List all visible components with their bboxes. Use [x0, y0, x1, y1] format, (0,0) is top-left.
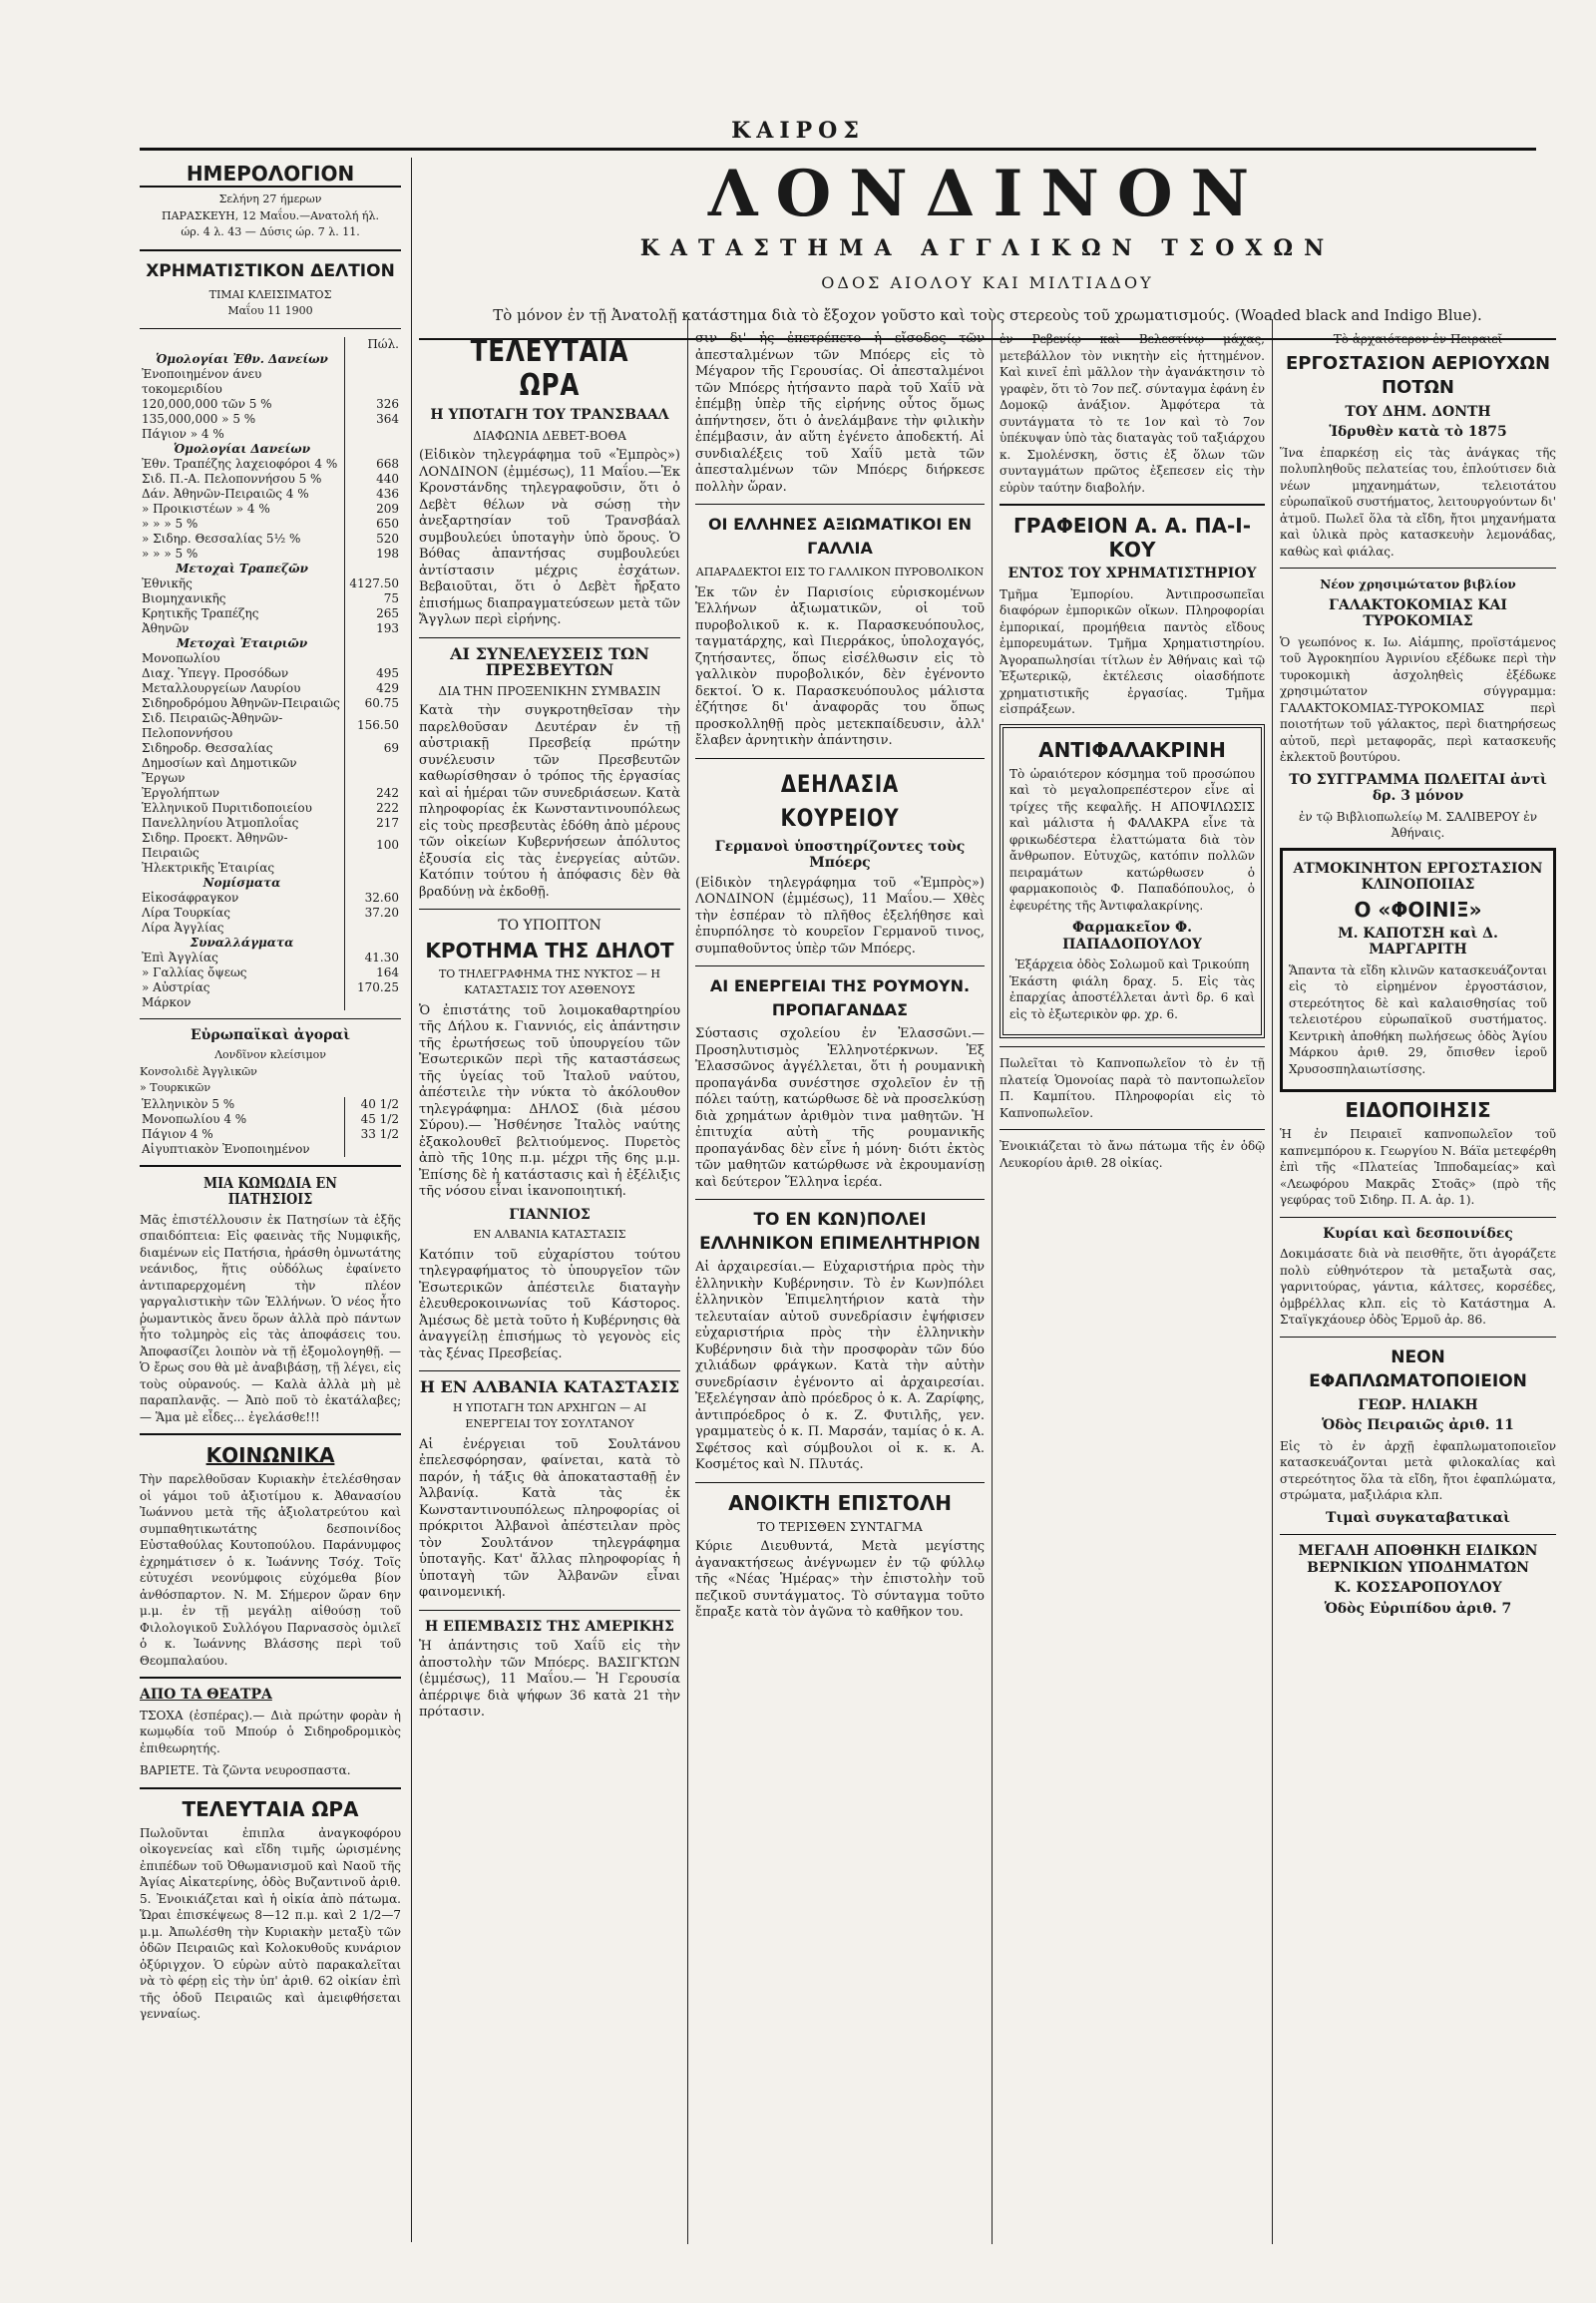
- table-row: [140, 906, 401, 921]
- table-row: [140, 367, 401, 397]
- table-row: [140, 412, 401, 427]
- divider: [140, 1787, 401, 1789]
- phoenix-ad: [1280, 848, 1556, 1093]
- table-cell-value: 429: [345, 681, 402, 696]
- table-header: Πώλ.: [345, 337, 402, 352]
- divider: [140, 1018, 401, 1019]
- table-row: [140, 606, 401, 621]
- greeks-body: Ἐκ τῶν ἐν Παρισίοις εὑρισκομένων Ἑλλήνων ἀξιωματικῶν, οἱ τοῦ πυροβολικοῦ κ. κ. Παρασκευόπουλος, ταγματάρχης, καὶ Πιερράκος, ὑπολοχαγός, ζητήσαντες, ὅπως εἰσέλθωσιν εἰς τὸ γαλλικὸν πυροβολικόν, δὲν ἐγένοντο δεκτοί. Ὁ κ. Παρασκευόπουλος μάλιστα ἐζήτησε δι' ἀναφορᾶς του ὅπως προσκολληθῇ πρὸς μετεκπαίδευσιν, ἀλλ' ἔλαβεν ἀρνητικὴν ἀπάντησιν.: [695, 584, 985, 748]
- table-cell-value: 75: [345, 591, 402, 606]
- kastor-sub: ΕΝ ΑΛΒΑΝΙΑ ΚΑΤΑΣΤΑΣΙΣ: [473, 1228, 626, 1241]
- table-row: [140, 397, 401, 412]
- table-cell-name: Ἐπὶ Ἀγγλίας: [142, 950, 218, 964]
- divider: [1280, 568, 1556, 569]
- table-cell-value: [345, 756, 402, 786]
- table-cell-name: Δάν. Ἀθηνῶν-Πειραιῶς 4 %: [142, 486, 309, 501]
- divider: [695, 965, 985, 966]
- table-cell-name: » Προικιστέων » 4 %: [142, 501, 270, 516]
- almanac-line: Σελήνη 27 ήμερων: [218, 192, 322, 205]
- divider: [419, 1610, 680, 1611]
- barber-sub: Γερμανοὶ ὑποστηρίζοντες τοὺς Μπόερς: [714, 838, 966, 871]
- phoenix-owners: Μ. ΚΑΠΟΤΣΗ καὶ Δ. ΜΑΡΓΑΡΙΤΗ: [1338, 925, 1498, 958]
- table-cell-value: 40 1/2: [345, 1097, 402, 1112]
- table-row: [140, 786, 401, 801]
- albania-body: Αἱ ἐνέργειαι τοῦ Σουλτάνου ἐπελεσφόρησαν, φαίνεται, κατὰ τὸ παρόν, ἡ τάξις θὰ ἀποκατασταθῇ ἐν Ἀλβανίᾳ. Κατὰ τὰς ἐκ Κωνσταντινουπόλεως πληροφορίας οἱ πρόκριτοι Ἀλβανοὶ ἀπέστειλαν πρὸς τὸν Σουλτάνον τηλεγράφημα ὑποταγῆς. Κατ' ἄλλας πληροφορίας ἡ ὑποταγὴ τῶν Ἀλβανῶν εἶναι φαινομενική.: [419, 1436, 680, 1600]
- table-header: [140, 337, 345, 352]
- euro-sub: Λονδῖνον κλείσιμον: [214, 1048, 326, 1061]
- table-cell-value: [345, 352, 402, 367]
- table-row: [140, 591, 401, 606]
- table-row: [140, 502, 401, 517]
- depot-owner: Κ. ΚΟΣΣΑΡΟΠΟΥΛΟΥ: [1334, 1580, 1502, 1596]
- greeks-title: ΟΙ ΕΛΛΗΝΕΣ ΑΞΙΩΜΑΤΙΚΟΙ ΕΝ ΓΑΛΛΙΑ: [707, 515, 973, 558]
- table-cell-name: Σιδηρ. Προεκτ. Ἀθηνῶν-Πειραιῶς: [142, 830, 288, 860]
- table-row: [140, 741, 401, 756]
- divider: [1280, 1534, 1556, 1535]
- euro-table: [140, 1097, 401, 1157]
- social-body: Τὴν παρελθοῦσαν Κυριακὴν ἐτελέσθησαν οἱ γάμοι τοῦ ἀξιοτίμου κ. Ἀθανασίου Ἰωάννου μετὰ τῆς ἀξιολατρεύτου καὶ συμπαθητικωτάτης δεσποινίδος Εὐσταθούλας Κουτοπούλου. Παράνυμφος ἐχρημάτισεν ὁ κ. Ἰωάννης Τσόχ. Τοῖς εὐτυχέσι νεονύμφοις εὐχόμεθα βίον ἀνθόσπαρτον. Ν. Μ. Σήμερον ὥραν 6ην μ.μ. ἐν τῇ μεγάλῃ αἰθούσῃ τοῦ Φιλολογικοῦ Συλλόγου Παρνασσὸς ὁμιλεῖ ὁ κ. Ἰωάννης Βλάσσης περὶ τοῦ Θεομπαλαύου.: [140, 1472, 401, 1668]
- transvaal-sub: ΔΙΑΦΩΝΙΑ ΔΕΒΕΤ-ΒΟΘΑ: [473, 428, 626, 443]
- table-cell-value: 520: [345, 532, 402, 547]
- london-title: ΛΟΝΔΙΝΟΝ: [707, 157, 1268, 231]
- table-cell-name: Δημοσίων καὶ Δημοτικῶν Ἔργων: [142, 755, 297, 785]
- baldness-ad: [999, 724, 1265, 1039]
- rent-ad: Ἐνοικιάζεται τὸ ἄνω πάτωμα τῆς ἐν ὁδῷ Λευκορίου ἀριθ. 28 οἰκίας.: [999, 1139, 1265, 1170]
- london-tagline: Τὸ μόνον ἐν τῇ Ἀνατολῇ κατάστημα διὰ τὸ ἔξοχον γοῦστο καὶ τοὺς στερεοὺς τοῦ χρωματισμούς. (Woaded black and Indigo Blue).: [493, 306, 1482, 324]
- dilot-title: ΚΡΟΤΗΜΑ ΤΗΣ ΔΗΛΟΤ: [425, 938, 674, 962]
- theatre-title: ΑΠΟ ΤΑ ΘΕΑΤΡΑ: [140, 1687, 272, 1703]
- table-cell-name: Νομίσματα: [202, 875, 281, 890]
- divider: [999, 504, 1265, 506]
- table-cell-value: 436: [345, 487, 402, 502]
- table-row: [140, 921, 401, 936]
- rum-title: ΑΙ ΕΝΕΡΓΕΙΑΙ ΤΗΣ ΡΟΥΜΟΥΝ. ΠΡΟΠΑΓΑΝΔΑΣ: [709, 976, 971, 1019]
- rum-body: Σύστασις σχολείου ἐν Ἐλασσῶνι.— Προσηλυτισμὸς Ἑλληνοτέρκνων. Ἐξ Ἐλασσῶνος ἀγγέλλεται, ὅτι ἡ ρουμανικὴ προπαγάνδα συνέστησε σχολεῖον ἐν τῇ πόλει ταύτῃ, κατώρθωσε δὲ νὰ προσελκύσῃ διὰ χρημάτων ἀριθμὸν τινα μαθητῶν. Ἡ ἐπιτυχία αὐτὴ τῆς ρουμανικῆς προπαγάνδας δὲν εἶνε ἡ μόνη· διότι ἐκτὸς τῶν μαθητῶν κατώρθωσε νὰ ἐκρουμανίσῃ καὶ δεύτερον Ἕλληνα ἱερέα.: [695, 1026, 985, 1190]
- divider: [695, 504, 985, 505]
- phoenix-name: Ο «ΦΟΙΝΙΞ»: [1354, 897, 1482, 922]
- table-cell-name: Κρητικῆς Τραπέζης: [142, 605, 259, 620]
- table-cell-name: Μεταλλουργείων Λαυρίου: [142, 680, 301, 695]
- table-cell-value: 4127.50: [345, 576, 402, 591]
- notice-body: Ἡ ἐν Πειραιεῖ καπνοπωλεῖον τοῦ καπνεμπόρου κ. Γεωργίου Ν. Βάϊα μετεφέρθη ἐπὶ τῆς «Πλατείας Ἱπποδαμείας» καὶ «Λεωφόρου Μακρᾶς Στοᾶς» (πρὸ τῆς γεφύρας τοῦ Σιδηρ. Π. Α. ἀρ. 1).: [1280, 1127, 1556, 1207]
- dilot-sign: ΓΙΑΝΝΙΟΣ: [509, 1206, 591, 1223]
- almanac-line: ΠΑΡΑΣΚΕΥΗ, 12 Μαΐου.—Ανατολή ήλ.: [162, 208, 379, 222]
- table-cell-name: Λίρα Τουρκίας: [142, 905, 230, 920]
- table-cell-value: 495: [345, 666, 402, 681]
- book-body: Ὁ γεωπόνος κ. Ιω. Αἰάμπης, προϊστάμενος τοῦ Ἀγροκηπίου Ἀγρινίου εξέδωκε περὶ τὴν τυροκομικὴ ἀσχοληθεὶς ἐξέδωκε χρησιμώτατον σύγγραμμα: ΓΑΛΑΚΤΟΚΟΜΙΑΣ-ΤΥΡΟΚΟΜΙΑΣ περὶ ποιοτήτων τοῦ γάλακτος, περὶ διατηρήσεως αὐτοῦ, περὶ μεταφορᾶς, περὶ κατασκευῆς ἐκλεκτοῦ βουτύρου.: [1280, 634, 1556, 764]
- table-cell-value: [345, 876, 402, 891]
- euro-table-body: [140, 1097, 401, 1157]
- table-row: [140, 696, 401, 711]
- lasthour-title: ΤΕΛΕΥΤΑΙΑ ΩΡΑ: [470, 334, 629, 403]
- london-subtitle: ΚΑΤΑΣΤΗΜΑ ΑΓΓΛΙΚΩΝ ΤΣΟΧΩΝ: [639, 235, 1336, 261]
- table-cell-value: 45 1/2: [345, 1112, 402, 1127]
- lasthour-small-body: Πωλοῦνται ἐπιπλα ἀναγκοφόρου οἰκογενείας καὶ εἴδη τιμῆς ὡρισμένης ἐπιπέδων τοῦ Ὀθωμανισμοῦ καὶ Ναοῦ τῆς Ἀγίας Αἰκατερίνης, ὁδὸς Βυζαντινοῦ ἀριθ. 5. Ἐνοικιάζεται καὶ ἡ οἰκία ἀπὸ πάτωμα. Ὥραι ἐπισκέψεως 8—12 π.μ. καὶ 2 1/2—7 μ.μ. Ἀπωλέσθη τὴν Κυριακὴν μεταξὺ τῶν ὁδῶν Πειραιῶς καὶ Κολοκυθοῦς κυνάριον ὀξύριγχον. Ὁ εὑρὼν αὐτὸ παρακαλεῖται νὰ τὸ φέρῃ εἰς τὴν ὑπ' ἀριθ. 62 οἰκίαν ἐπὶ τῆς ὁδοῦ Πειραιῶς καὶ ἀμειφθήσεται γενναίως.: [140, 1825, 401, 2021]
- book-title: ΓΑΛΑΚΤΟΚΟΜΙΑΣ ΚΑΙ ΤΥΡΟΚΟΜΙΑΣ: [1329, 596, 1507, 629]
- factory-owner: ΤΟΥ ΔΗΜ. ΔΟΝΤΗ: [1345, 403, 1491, 420]
- table-cell-name: 120,000,000 τῶν 5 %: [142, 396, 272, 411]
- conf-body: Κατὰ τὴν συγκροτηθεῖσαν τὴν παρελθοῦσαν Δευτέραν ἐν τῇ αὐστριακῇ Πρεσβείᾳ πρώτην συνέλευσιν τῶν Πρεσβευτῶν καθωρίσθησαν ὁ τρόπος τῆς ἐργασίας καὶ αἱ ἡμέραι τῶν συνεδριάσεων. Κατὰ πληροφορίας ἐκ Κωνσταντινουπόλεως εἰς τοὺς πρεσβευτὰς ἐδόθη ἀπὸ μέρους τῶν οἰκείων Κυβερνήσεων ἀπόλυτος ἐξουσία εἰς τὰς ἐνεργείας αὐτῶν. Κατόπιν τούτου ἡ ἀπόφασις δὲν θὰ βραδύνῃ νὰ ἐκδοθῇ.: [419, 703, 680, 900]
- table-cell-value: 650: [345, 517, 402, 532]
- printing-title: ΝΕΟΝ ΕΦΑΠΛΩΜΑΤΟΠΟΙΕΙΟΝ: [1309, 1346, 1527, 1391]
- table-cell-name: Πανελληνίου Ἀτμοπλοΐας: [142, 815, 299, 830]
- column-ads-1: [999, 331, 1265, 2246]
- divider: [1280, 1337, 1556, 1338]
- table-cell-value: [345, 636, 402, 651]
- table-row: [140, 1097, 401, 1112]
- table-row: [140, 995, 401, 1010]
- pharmacy-price: Ἑκάστη φιάλη δραχ. 5. Εἰς τὰς ἐπαρχίας ἀποστέλλεται ἀντὶ δρ. 6 καὶ εἰς τὸ ἐξωτερικὸν φρ. χρ. 6.: [1009, 973, 1255, 1021]
- table-cell-name: Βιομηχανικῆς: [142, 590, 226, 605]
- table-cell-name: Συναλλάγματα: [190, 935, 294, 950]
- chamber-title: ΤΟ ΕΝ ΚΩΝ)ΠΟΛΕΙ ΕΛΛΗΝΙΚΟΝ ΕΠΙΜΕΛΗΤΗΡΙΟΝ: [699, 1210, 981, 1254]
- divider: [999, 1129, 1265, 1130]
- table-cell-value: [345, 427, 402, 442]
- pharmacy-name: Φαρμακεῖον Φ. ΠΑΠΑΔΟΠΟΥΛΟΥ: [1062, 920, 1202, 953]
- table-cell-value: 33 1/2: [345, 1127, 402, 1142]
- table-row: [140, 891, 401, 906]
- table-cell-name: Διαχ. Ὑπεγγ. Προσόδων: [142, 665, 289, 680]
- table-cell-name: » Σιδηρ. Θεσσαλίας 5½ %: [142, 531, 301, 546]
- table-cell-name: Πάγιον » 4 %: [142, 426, 224, 441]
- table-cell-name: Σιδ. Πειραιῶς-Ἀθηνῶν-Πελοποννήσου: [142, 710, 283, 740]
- printing-body: Εἰς τὸ ἐν ἀρχῇ ἐφαπλωματοποιεῖον κατασκευάζονται μετὰ φιλοκαλίας καὶ στερεότητος ὅλα τὰ εἴδη, ἤτοι ἐφαπλώματα, στρώματα, μαξιλάρια κλπ.: [1280, 1438, 1556, 1502]
- conf-title: ΑΙ ΣΥΝΕΛΕΥΣΕΙΣ ΤΩΝ ΠΡΕΣΒΕΥΤΩΝ: [450, 643, 649, 679]
- table-cell-value: 217: [345, 816, 402, 831]
- divider: [140, 249, 401, 251]
- divider: [419, 909, 680, 910]
- london-address: ΟΔΟΣ ΑΙΟΛΟΥ ΚΑΙ ΜΙΛΤΙΑΔΟΥ: [821, 273, 1154, 292]
- column-finance: [140, 158, 401, 2247]
- table-cell-value: 364: [345, 412, 402, 427]
- table-cell-name: Ἐνοποιημένον άνευ τοκομεριδίου: [142, 366, 262, 396]
- factory-pre: Τὸ ἀρχαιότερον ἐν Πειραιεῖ: [1333, 332, 1503, 346]
- greeks-sub: ΑΠΑΡΑΔΕΚΤΟΙ ΕΙΣ ΤΟ ΓΑΛΛΙΚΟΝ ΠΥΡΟΒΟΛΙΚΟΝ: [695, 566, 985, 578]
- table-row: [140, 1142, 401, 1157]
- divider: [1280, 1217, 1556, 1218]
- column-rule: [411, 158, 412, 2242]
- table-row: [140, 1112, 401, 1127]
- table-cell-name: Ἑλληνικοῦ Πυριτιδοποιείου: [142, 800, 312, 815]
- book-shop: ἐν τῷ Βιβλιοπωλείῳ Μ. ΣΑΛΙΒΕΡΟΥ ἐν Ἀθήναις.: [1298, 809, 1537, 840]
- table-row: [140, 427, 401, 442]
- table-cell-value: 668: [345, 457, 402, 472]
- albania-title: Η ΕΝ ΑΛΒΑΝΙΑ ΚΑΤΑΣΤΑΣΙΣ: [419, 1377, 680, 1396]
- america-body: Ἡ ἀπάντησις τοῦ Χαΐῦ εἰς τὴν ἀποστολὴν τῶν Μπόερς. ΒΑΣΙΓΚΤΩΝ (ἐμμέσως), 11 Μαΐου.— Ἡ Γερουσία ἀπέρριψε διὰ ψήφων 36 κατὰ 21 τὴν πρότασιν.: [419, 1639, 680, 1720]
- factory-year: Ἱδρυθὲν κατὰ τὸ 1875: [1329, 424, 1507, 440]
- table-cell-name: Ἐργολήπτων: [142, 785, 220, 800]
- table-cell-name: Πάγιον 4 %: [142, 1126, 213, 1141]
- table-cell-name: 135,000,000 » 5 %: [142, 411, 256, 426]
- almanac-title: ΗΜΕΡΟΛΟΓΙΟΝ: [140, 162, 401, 188]
- albania-sub: Η ΥΠΟΤΑΓΗ ΤΩΝ ΑΡΧΗΓΩΝ — ΑΙ ΕΝΕΡΓΕΙΑΙ ΤΟΥ ΣΟΥΛΤΑΝΟΥ: [453, 1400, 646, 1430]
- kastor-body: Κατόπιν τοῦ εὐχαρίστου τούτου τηλεγραφήματος τὸ ὑπουργεῖον τῶν Ἐσωτερικῶν ἀπέστειλε διαταγὴν ἐλευθεροκοινωνίας τοῦ Κάστορος. Ἀμέσως δὲ μετὰ τοῦτο ἡ Κυβέρνησις θὰ ἀναγγείλῃ ἐπισήμως τὸ γεγονὸς εἰς τὰς ξένας Πρεσβείας.: [419, 1247, 680, 1361]
- table-row: [140, 861, 401, 876]
- table-row: [140, 532, 401, 547]
- euro-sub: » Τουρκικῶν: [140, 1081, 211, 1094]
- bureau-body: Τμῆμα Ἐμπορίου. Ἀντιπροσωπεῖαι διαφόρων ἐμπορικῶν οἴκων. Πληροφορίαι ἐμπορικαί, προμήθεια παντὸς εἴδους ἐμπορευμάτων. Τμῆμα Χρηματιστηρίου. Ἀγοραπωλησίαι τίτλων ἐν Ἀθήναις καὶ τῷ Ἐξωτερικῷ, ἐκτέλεσις οἰασδήποτε χρηματιστικῆς ἐργασίας. Τμῆμα εἰσπράξεων.: [999, 586, 1265, 716]
- london-ad: [419, 157, 1556, 340]
- conf-sub: ΔΙΑ ΤΗΝ ΠΡΟΞΕΝΙΚΗΝ ΣΥΜΒΑΣΙΝ: [438, 683, 661, 698]
- letter-body: Κύριε Διευθυντά, Μετὰ μεγίστης ἀγανακτήσεως ἀνέγνωμεν ἐν τῷ φύλλῳ τῆς «Νέας Ἡμέρας» τὴν ἐπιστολὴν τοῦ πεζικοῦ συντάγματος. Τὸ σύνταγμα τοῦτο ἔπραξε κατὰ τὸν ἀγῶνα τὸ καθῆκον του.: [695, 1539, 985, 1620]
- table-cell-value: [345, 861, 402, 876]
- table-row: [140, 472, 401, 487]
- table-cell-value: 100: [345, 831, 402, 861]
- baldness-title: ΑΝΤΙΦΑΛΑΚΡΙΝΗ: [1038, 737, 1226, 762]
- table-row: [140, 562, 401, 576]
- comedy-body: Μᾶς ἐπιστέλλουσιν ἐκ Πατησίων τὰ ἑξῆς σπαιδόπτεια: Εἰς φαεινὰς τῆς Νυμφικῆς, διαμένων εἰς Πατήσια, ἠράσθη ὀμνωτάτης νεάνιδος, ἥτις οὐδόλως ἐφαίνετο ἀντιπαρερχομένη τὴν πλέον γαργαλιστικὴν τῶν Ἑλλήνων. Ὁ νέος ἦτο ῥωμαντικὸς ἄνευ ὅρων ἀλλὰ πρὸ πάντων ἦτο τολμηρὸς εἰς τὰς ἀποφάσεις του. Ἀποφασίζει λοιπὸν νὰ τῇ ἐξομολογηθῇ. — Ὁ ἔρως σου θὰ μὲ ἀναβιβάσῃ, τῇ λέγει, εἰς τοὺς οὐρανούς. — Καλὰ ἀλλὰ μὴ μὲ παραπλανᾷς. — Ἀπὸ ποῦ τὸ ἐκατάλαβες; — Ἅμα μὲ εἶδες... ἐγελάσθε!!!: [140, 1212, 401, 1424]
- printing-address: Ὁδὸς Πειραιῶς ἀριθ. 11: [1322, 1417, 1514, 1433]
- table-cell-value: 326: [345, 397, 402, 412]
- table-row: [140, 816, 401, 831]
- table-row: [140, 621, 401, 636]
- column-news-1: [419, 331, 680, 2246]
- table-row: [140, 711, 401, 741]
- ladies-title: Κυρίαι καὶ δεσποινίδες: [1323, 1225, 1513, 1242]
- transvaal-title: Η ΥΠΟΤΑΓΗ ΤΟΥ ΤΡΑΝΣΒΑΑΛ: [430, 407, 669, 423]
- dilot-sub: ΤΟ ΥΠΟΠΤΟΝ: [498, 918, 601, 934]
- letter-sub: ΤΟ ΤΕΡΙΣΘΕΝ ΣΥΝΤΑΓΜΑ: [757, 1519, 923, 1534]
- letter-title: ΑΝΟΙΚΤΗ ΕΠΙΣΤΟΛΗ: [728, 1490, 952, 1515]
- factory-title: ΕΡΓΟΣΤΑΣΙΟΝ ΑΕΡΙΟΥΧΩΝ ΠΟΤΩΝ: [1285, 352, 1551, 398]
- table-cell-name: » Γαλλίας ὄψεως: [142, 964, 247, 979]
- table-cell-value: [345, 651, 402, 666]
- finance-title: ΧΡΗΜΑΤΙΣΤΙΚΟΝ ΔΕΛΤΙΟΝ: [146, 260, 395, 281]
- table-cell-name: Ἀθηνῶν: [142, 620, 190, 635]
- column-rule: [1272, 319, 1273, 2244]
- divider: [695, 1199, 985, 1200]
- table-cell-name: Σιδ. Π.-Α. Πελοποννήσου 5 %: [142, 471, 322, 486]
- table-row: [140, 951, 401, 965]
- baldness-body: Τὸ ὡραιότερον κόσμημα τοῦ προσώπου καὶ τὸ μεγαλοπρεπέστερον εἶνε αἱ τρίχες τῆς κεφαλῆς. Η ΑΠΟΨΙΛΩΣΙΣ καὶ μάλιστα ἡ ΦΑΛΑΚΡΑ εἶνε τὰ φρικωδέστερα ἐλαττώματα διὰ τὸν ἄνθρωπον. Εὐτυχῶς, κατόπιν πολλῶν πειραμάτων κατώρθωσεν ὁ φαρμακοποιὸς Φ. Παπαδόπουλος, ὁ ἐφευρέτης τῆς Ἀντιφαλακρίνης.: [1009, 766, 1255, 913]
- chamber-body: Αἱ ἀρχαιρεσίαι.— Εὐχαριστήρια πρὸς τὴν ἑλληνικὴν Κυβέρνησιν. Τὸ ἐν Κων)πόλει ἑλληνικὸν Ἐπιμελητήριον κατὰ τὴν τελευταίαν αὐτοῦ συνεδρίασιν ἐψήφισεν εὐχαριστήρια πρὸς τὴν ἑλληνικὴν Κυβέρνησιν διὰ τὴν προσφορὰν τῶν δύο χιλιάδων φράγκων. Κατὰ τὴν αὐτὴν συνεδρίασιν ἐγένοντο αἱ ἀρχαιρεσίαι. Ἐξελέγησαν ἀπὸ πρόεδρος ὁ κ. Α. Ζαρίφης, ἀντιπρόεδρος ὁ κ. Ζ. Φυτιλῆς, γεν. γραμματεὺς ὁ κ. Π. Μαρσάν, ταμίας ὁ κ. Α. Σφέτσος καὶ σύμβουλοι οἱ κ. κ. Α. Κοσμέτος καὶ Ν. Πλυτάς.: [695, 1260, 985, 1472]
- table-cell-name: Μάρκον: [142, 994, 192, 1009]
- table-cell-value: [345, 995, 402, 1010]
- barber-body: (Εἰδικὸν τηλεγράφημα τοῦ «Ἐμπρὸς») ΛΟΝΔΙΝΟΝ (ἐμμέσως), 11 Μαΐου.— Χθὲς τὴν ἑσπέραν τὸ πλῆθος ἐξελήθησε καὶ ἐπυρπόλησε τὸ κουρεῖον Γερμανοῦ τινος, συμπαθοῦντος ὑπὲρ τῶν Μπόερς.: [695, 875, 985, 957]
- table-cell-name: Λίρα Ἀγγλίας: [142, 920, 224, 935]
- finance-table-body: [140, 352, 401, 1010]
- depot-title: ΜΕΓΑΛΗ ΑΠΟΘΗΚΗ ΕΙΔΙΚΩΝ ΒΕΡΝΙΚΙΩΝ ΥΠΟΔΗΜΑΤΩΝ: [1298, 1543, 1538, 1576]
- table-cell-name: Σιδηροδρόμου Ἀθηνῶν-Πειραιῶς: [142, 695, 340, 710]
- divider: [419, 637, 680, 638]
- book-pre: Νέον χρησιμώτατον βιβλίον: [1320, 577, 1516, 591]
- column-news-2: [695, 331, 985, 2246]
- table-cell-name: Ὁμολογίαι Δανείων: [173, 441, 311, 456]
- table-cell-value: 37.20: [345, 906, 402, 921]
- depot-address: Ὁδὸς Εὐριπίδου ἀριθ. 7: [1324, 1600, 1512, 1617]
- table-cell-value: 265: [345, 606, 402, 621]
- comedy-title: ΜΙΑ ΚΩΜΩΔΙΑ ΕΝ ΠΑΤΗΣΙΟΙΣ: [203, 1173, 337, 1208]
- table-cell-value: 242: [345, 786, 402, 801]
- table-cell-name: Ἐθνικῆς: [142, 576, 193, 590]
- notice-title: ΕΙΔΟΠΟΙΗΣΙΣ: [1345, 1098, 1491, 1122]
- table-row: [140, 801, 401, 816]
- table-cell-name: Μετοχαὶ Ἑταιριῶν: [176, 635, 308, 650]
- table-row: [140, 876, 401, 891]
- table-cell-value: 156.50: [345, 711, 402, 741]
- table-row: [140, 756, 401, 786]
- table-cell-value: [345, 936, 402, 951]
- factory-body: Ἵνα ἐπαρκέσῃ εἰς τὰς ἀνάγκας τῆς πολυπληθοῦς πελατείας του, ἐπλούτισεν διὰ νέων μηχανημάτων, τελειοτάτου εὐρωπαϊκοῦ συστήματος, λειτουργούντων δι' ἀτμοῦ. Πωλεῖ ὅλα τὰ εἴδη, ἤτοι μηχανήματα καὶ ὑλικὰ πρὸς κατασκευὴν λεμονάδας, καθὼς καὶ φιάλας.: [1280, 445, 1556, 559]
- ladies-body: Δοκιμάσατε διὰ νὰ πεισθῆτε, ὅτι ἀγοράζετε πολὺ εὐθηνότερον τὰ μεταξωτὰ σας, γαρνιτούρας, γάντια, κάλτσες, κορσέδες, ὀμβρέλλας κλπ. εἰς τὸ Κατάστημα Α. Σταϊγκχάουερ ὁδὸς Ἑρμοῦ ἀρ. 86.: [1280, 1247, 1556, 1327]
- finance-subtitle: ΤΙΜΑΙ ΚΛΕΙΣΙΜΑΤΟΣ: [208, 287, 332, 301]
- table-cell-value: [345, 367, 402, 397]
- table-cell-name: Μονοπωλίου: [142, 650, 220, 665]
- transvaal-body: (Εἰδικὸν τηλεγράφημα τοῦ «Ἐμπρὸς») ΛΟΝΔΙΝΟΝ (ἐμμέσως), 11 Μαΐου.—Ἐκ Κρονστάνδης τηλεγραφοῦσιν, ὅτι ὁ Δεβὲτ θέλων νὰ σώσῃ τὴν ἀνεξαρτησίαν τοῦ Τρανσβάαλ συμβουλεύει ὑποταγὴν ὑπὸ ὅρους. Ὁ Βόθας ἀπαντήσας συμβουλεύει ἀντίστασιν μέχρις ἐσχάτων. Βεβαιοῦται, ὅτι ὁ Δεβὲτ ἤρξατο ἐπισήμως διαπραγματεύσεων μετὰ τῶν Ἄγγλων περὶ εἰρήνης.: [419, 448, 680, 627]
- finance-date: Μαΐου 11 1900: [227, 304, 313, 317]
- table-cell-value: 60.75: [345, 696, 402, 711]
- dilot-body: Ὁ ἐπιστάτης τοῦ λοιμοκαθαρτηρίου τῆς Δήλου κ. Γιαννιός, εἰς ἀπάντησιν τῆς ἐρωτήσεως τοῦ ὑπουργείου τῶν Ἐσωτερικῶν περὶ τῆς καταστάσεως τῆς ὑγείας τοῦ Ἰταλοῦ ναύτου, ἀπέστειλε τὴν νύκτα τὸ ἀκόλουθον τηλεγράφημα: ΔΗΛΟΣ (διὰ μέσου Σύρου).— Ἠσθένησε Ἰταλὸς ναύτης ἐξακολουθεῖ βελτιούμενος. Πυρετὸς ἀπὸ τῆς 10ης π.μ. μέχρι τῆς 6ης μ.μ. Ἐπίσης δὲ ἡ κατάστασις καὶ ἡ ἐξέλιξις τῆς νόσου εἶναι ἰκανοποιητική.: [419, 1002, 680, 1199]
- table-cell-value: [345, 562, 402, 576]
- almanac-line: ώρ. 4 λ. 43 — Δύσις ώρ. 7 λ. 11.: [181, 225, 360, 238]
- theatre-line: ΒΑΡΙΕΤΕ. Τὰ ζῶντα νευροσπαστα.: [140, 1763, 351, 1777]
- divider: [999, 1046, 1265, 1047]
- table-cell-name: Αἰγυπτιακὸν Ἐνοποιημένον: [142, 1141, 310, 1156]
- top-rule: [140, 148, 1536, 151]
- table-cell-name: Μονοπωλίου 4 %: [142, 1111, 247, 1126]
- table-cell-name: » » » 5 %: [142, 546, 199, 561]
- table-cell-name: Ἠλεκτρικῆς Ἑταιρίας: [142, 860, 275, 875]
- lasthour-small-title: ΤΕΛΕΥΤΑΙΑ ΩΡΑ: [182, 1796, 359, 1821]
- table-row: [140, 442, 401, 457]
- table-cell-value: 193: [345, 621, 402, 636]
- table-cell-name: Εἰκοσάφραγκον: [142, 890, 239, 905]
- phoenix-title: ΑΤΜΟΚΙΝΗΤΟΝ ΕΡΓΟΣΤΑΣΙΟΝ ΚΛΙΝΟΠΟΙΙΑΣ: [1293, 860, 1543, 893]
- table-cell-value: 164: [345, 965, 402, 980]
- printing-owner: ΓΕΩΡ. ΗΛΙΑΚΗ: [1358, 1396, 1478, 1413]
- table-cell-name: » Αὐστρίας: [142, 979, 210, 994]
- divider: [140, 1433, 401, 1435]
- table-cell-value: 69: [345, 741, 402, 756]
- finance-table: [140, 337, 401, 1010]
- bureau-sub: ΕΝΤΟΣ ΤΟΥ ΧΡΗΜΑΤΙΣΤΗΡΙΟΥ: [1007, 566, 1257, 581]
- table-row: [140, 457, 401, 472]
- sale-ad: Πωλεῖται τὸ Καπνοπωλεῖον τὸ ἐν τῇ πλατείᾳ Ὁμονοίας παρὰ τὸ παντοπωλεῖον Π. Καμπίτου. Πληροφορίαι εἰς τὸ Καπνοπωλεῖον.: [999, 1056, 1265, 1120]
- divider: [695, 758, 985, 759]
- euro-sub: Κονσολιδὲ Ἀγγλικῶν: [140, 1064, 257, 1078]
- printing-prices: Τιμαὶ συγκαταβατικαὶ: [1326, 1509, 1510, 1526]
- table-row: [140, 936, 401, 951]
- table-row: [140, 576, 401, 591]
- table-row: [140, 636, 401, 651]
- table-cell-value: 198: [345, 547, 402, 562]
- table-cell-value: 170.25: [345, 980, 402, 995]
- table-cell-value: 440: [345, 472, 402, 487]
- table-cell-value: 41.30: [345, 951, 402, 965]
- america-title: Η ΕΠΕΜΒΑΣΙΣ ΤΗΣ ΑΜΕΡΙΚΗΣ: [425, 1618, 674, 1635]
- column-rule: [992, 319, 993, 2244]
- divider: [140, 1677, 401, 1679]
- table-cell-value: 222: [345, 801, 402, 816]
- table-cell-value: [345, 921, 402, 936]
- table-row: [140, 487, 401, 502]
- table-row: [140, 666, 401, 681]
- book-price: ΤΟ ΣΥΓΓΡΑΜΜΑ ΠΩΛΕΙΤΑΙ ἀντὶ δρ. 3 μόνον: [1289, 771, 1547, 804]
- column-rule: [687, 319, 688, 2244]
- table-cell-name: Μετοχαὶ Τραπεζῶν: [176, 561, 308, 576]
- divider: [419, 1370, 680, 1371]
- barber-title: ΔΕΗΛΑΣΙΑ ΚΟΥΡΕΙΟΥ: [780, 769, 900, 832]
- table-row: [140, 980, 401, 995]
- table-cell-value: 209: [345, 502, 402, 517]
- table-cell-value: [345, 442, 402, 457]
- table-cell-name: » » » 5 %: [142, 516, 199, 531]
- table-row: [140, 1127, 401, 1142]
- col4-top-body: ἐν Ρεβενίῳ καὶ Βελεστίνῳ μάχας, μετεβάλλον τὸν νικητὴν εἰς ἡττημένον. Καὶ κινεῖ ἐπὶ μᾶλλον τὴν ἀγανάκτησιν τὸ γραφὲν, ὅτι τὸ 7ον πεζ. σύνταγμα ἐφάνη ἐν Δομοκῷ ἀνάξιον. Ἀμφότερα τὰ συντάγματα τὸ τε 1ον καὶ τὸ 7ον ὑπέκυψαν ὑπὸ τὰς διαταγὰς τοῦ ταξιάρχου κ. Σμολένσκη, ὅστις ἐξ ὅλων τῶν συνταγμάτων πρῶτος ἐξεπεσεν εἰς τὴν εὐρὺν ταύτην διαβολήν.: [999, 332, 1265, 495]
- table-row: [140, 681, 401, 696]
- table-cell-name: Ἐθν. Τραπέζης λαχειοφόροι 4 %: [142, 456, 338, 471]
- table-row: [140, 517, 401, 532]
- divider: [140, 328, 401, 329]
- table-cell-value: 32.60: [345, 891, 402, 906]
- col3-top-body: σιν δι' ἧς ἐπετρέπετο ἡ εἴσοδος τῶν ἀπεσταλμένων τῶν Μπόερς εἰς τὸ Μέγαρον τῆς Γερουσίας. Οἱ ἀπεσταλμένοι τῶν Μπόερς ἠτήσαντο παρὰ τοῦ Χαΐῦ νὰ ἐπέμβῃ ὑπὲρ τῆς εἰρήνης οὗτος ὅμως ἀπήντησεν, ὅτι ὁ ἀνελάμβανε τὴν φιλικὴν ἐπέμβασιν, ἀν αὕτη ἐγένετο ἀποδεκτή. Αἱ συνδιαλέξεις τοῦ Χαΐῦ μετὰ τῶν ἀπεσταλμένων τῶν Μπόερς διήρκεσε πολλὴν ὥραν.: [695, 331, 985, 495]
- social-title: ΚΟΙΝΩΝΙΚΑ: [205, 1443, 335, 1467]
- table-row: [140, 965, 401, 980]
- table-cell-value: [345, 1142, 402, 1157]
- table-cell-name: Ἑλληνικὸν 5 %: [142, 1096, 235, 1111]
- table-row: [140, 831, 401, 861]
- table-cell-name: Ὁμολογίαι Ἐθν. Δανείων: [156, 351, 328, 366]
- pharmacy-address: Ἑξάρχεια ὁδὸς Σολωμοῦ καὶ Τρικούπη: [1014, 958, 1250, 971]
- bureau-title: ΓΡΑΦΕΙΟΝ Α. Α. ΠΑ-Ι-ΚΟΥ: [1012, 514, 1252, 562]
- table-row: [140, 352, 401, 367]
- table-cell-name: Σιδηροδρ. Θεσσαλίας: [142, 740, 273, 755]
- column-ads-2: [1280, 331, 1556, 2246]
- phoenix-body: Ἅπαντα τὰ εἴδη κλινῶν κατασκευάζονται εἰς τὸ εἰρημένον ἐργοστάσιον, στερεότητος δὲ καὶ καλαισθησίας τοῦ τελειοτέρου εὐρωπαϊκοῦ συστήματος. Κεντρικὴ ἀποθήκη πωλήσεως ὁδὸς Ἁγίου Μάρκου ἀριθ. 29, ὄπισθεν ἱεροῦ Χρυσοσπηλαιωτίσσης.: [1289, 962, 1547, 1076]
- masthead: ΚΑΙΡΟΣ: [731, 118, 865, 144]
- table-row: [140, 651, 401, 666]
- euro-title: Εὐρωπαϊκαὶ ἀγοραὶ: [191, 1026, 350, 1043]
- divider: [695, 1482, 985, 1483]
- theatre-line: ΤΣΟΧΑ (ἐσπέρας).— Διὰ πρώτην φορὰν ἡ κωμῳδία τοῦ Μπούρ ὁ Σιδηροδρομικὸς ἐπιθεωρητής.: [140, 1708, 401, 1755]
- dilot-sub2: ΤΟ ΤΗΛΕΓΡΑΦΗΜΑ ΤΗΣ ΝΥΚΤΟΣ — Η ΚΑΤΑΣΤΑΣΙΣ ΤΟΥ ΑΣΘΕΝΟΥΣ: [438, 966, 661, 996]
- table-row: [140, 547, 401, 562]
- divider: [140, 1165, 401, 1167]
